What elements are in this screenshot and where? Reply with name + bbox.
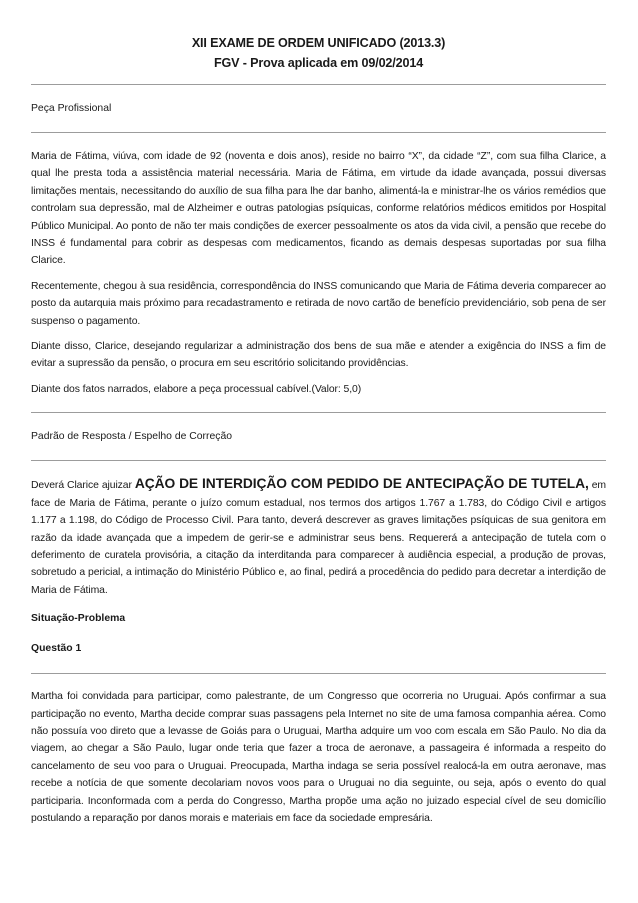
divider (31, 460, 606, 461)
section-label-situacao: Situação-Problema (31, 613, 126, 625)
enunciado-paragraph: Recentemente, chegou à sua residência, correspondência do INSS comunicando que Maria de Fátima deveria comparecer ao posto da autarquia mais próximo para recadastramento e retirada de novo cartão de benefício previdenciário, sob pena de ser suspenso o pagamento. (31, 280, 606, 327)
resposta-paragraph (31, 475, 606, 599)
exam-subtitle: FGV - Prova aplicada em 09/02/2014 (213, 56, 424, 70)
resposta-prefix: Deverá Clarice ajuizar (31, 480, 135, 492)
resposta-highlight: AÇÃO DE INTERDIÇÃO COM PEDIDO DE ANTECIPAÇÃO DE TUTELA, (134, 476, 589, 492)
enunciado-paragraph: Diante disso, Clarice, desejando regularizar a administração dos bens de sua mãe e atender a exigência do INSS a fim de evitar a supressão da pensão, o procura em seu escritório solicitando providências. (31, 341, 606, 370)
enunciado-paragraph: Diante dos fatos narrados, elabore a peça processual cabível.(Valor: 5,0) (31, 383, 362, 395)
resposta-suffix: em face de Maria de Fátima, perante o juízo comum estadual, nos termos dos artigos 1.767 a 1.783, do Código Civil e artigos 1.177 a 1.198, do Código de Processo Civil. Para tanto, deverá descrever as graves limitações psíquicas de sua genitora em razão da idade avançada que a impedem de gerir-se e administrar seus bens. Requererá a antecipação de tutela com o deferimento de curatela provisória, a citação da interditanda para comparecer à audiência especial, a produção de provas, sobretudo a pericial, a intimação do Ministério Público e, ao final, pedirá a procedência do pedido para decretar a interdição de Maria de Fátima. (31, 480, 606, 596)
questao-1-paragraph: Martha foi convidada para participar, como palestrante, de um Congresso que ocorreria no Uruguai. Após confirmar a sua participação no evento, Martha decide comprar suas passagens pela Internet no site de uma famosa companhia aérea. Como não possuía voo direto que a levasse de Goiás para o Uruguai, Martha adquire um voo com escala em São Paulo. No dia da viagem, ao chegar a São Paulo, lugar onde teria que fazer a troca de aeronave, a passageira é informada a respeito do cancelamento de seu voo para o Uruguai. Preocupada, Martha indaga se seria possível realocá-la em outra aeronave, mas recebe a notícia de que somente decolariam novos voos para o Uruguai no dia seguinte, ou seja, após o evento do qual participaria. Inconformada com a perda do Congresso, Martha propõe uma ação no juizado especial cível de seu domicílio postulando a reparação por danos morais e materiais em face da sociedade empresária. (31, 691, 606, 824)
divider (31, 412, 606, 413)
document-page (31, 30, 606, 827)
section-label-padrao: Padrão de Resposta / Espelho de Correção (31, 431, 233, 443)
enunciado-paragraph: Maria de Fátima, viúva, com idade de 92 (noventa e dois anos), reside no bairro “X”, da cidade “Z”, com sua filha Clarice, a qual lhe presta toda a assistência material necessária. Maria de Fátima, em virtude da idade avançada, possui diversas limitações mentais, necessitando do auxílio de sua filha para lhe dar banho, alimentá-la e ministrar-lhe os vários remédios que controlam sua depressão, mal de Alzheimer e outras patologias psíquicas, conforme relatórios médicos emitidos por Hospital Público Municipal. Ao ponto de não ter mais condições de exercer pessoalmente os atos da vida civil, a pensão que recebe do INSS é fundamental para cobrir as despesas com medicamentos, ficando as demais despesas suportadas por sua filha Clarice. (31, 151, 606, 267)
document-header (31, 30, 606, 73)
divider (31, 84, 606, 85)
divider (31, 673, 606, 674)
section-label-peca: Peça Profissional (31, 103, 112, 114)
section-label-questao-1: Questão 1 (31, 643, 82, 655)
divider (31, 132, 606, 133)
exam-title: XII EXAME DE ORDEM UNIFICADO (2013.3) (191, 36, 446, 50)
